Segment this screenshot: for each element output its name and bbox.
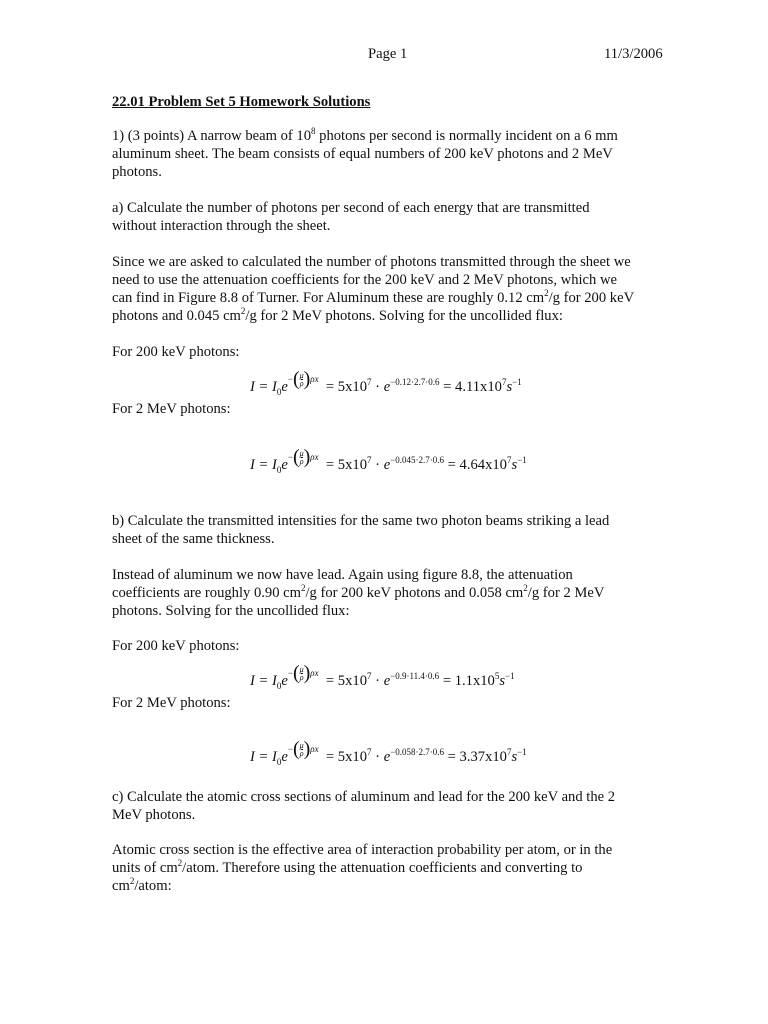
part-b-label-200kev: For 200 keV photons: (112, 638, 240, 654)
problem-1-line-2: aluminum sheet. The beam consists of equal numbers of 200 keV photons and 2 MeV (112, 146, 613, 162)
part-b-solution-2: coefficients are roughly 0.90 $cm^2/g$ for 200 keV photons and 0.058 $cm^2/g$ for 2 MeV (112, 583, 605, 601)
equation-b-2mev: $I = I_0e^{-( \frac{\mu}{\rho} )\rho x} = 5x10^7 \cdot e^{-0.058\cdot 2.7\cdot 0.6} = 3.37x10^7s^{-1}$ (250, 738, 527, 767)
part-c-question-1: c) Calculate the atomic cross sections of aluminum and lead for the 200 keV and the 2 (112, 789, 616, 805)
part-b-solution-1: Instead of aluminum we now have lead. Again using figure 8.8, the attenuation (112, 567, 573, 583)
part-b-solution-3: photons. Solving for the uncollided flux: (112, 603, 350, 619)
part-b-question-2: sheet of the same thickness. (112, 531, 275, 547)
part-a-solution-1: Since we are asked to calculated the number of photons transmitted through the sheet we (112, 254, 631, 270)
equation-a-200kev: $I = I_0e^{-( \frac{\mu}{\rho} )\rho x} = 5x10^7 \cdot e^{-0.12\cdot 2.7\cdot 0.6} = 4.11x10^7s^{-1}$ (250, 368, 522, 397)
part-a-question-2: without interaction through the sheet. (112, 218, 331, 234)
part-a-question-1: a) Calculate the number of photons per second of each energy that are transmitted (112, 200, 590, 216)
part-a-solution-4: photons and 0.045 $cm^2/g$ for 2 MeV photons. Solving for the uncollided flux: (112, 306, 563, 324)
part-a-label-200kev: For 200 keV photons: (112, 344, 240, 360)
part-c-question-2: MeV photons. (112, 807, 196, 823)
problem-1-line-1: 1) (3 points) A narrow beam of $10^8$ photons per second is normally incident on a 6 mm (112, 126, 618, 144)
equation-a-2mev: $I = I_0e^{-( \frac{\mu}{\rho} )\rho x} = 5x10^7 \cdot e^{-0.045\cdot 2.7\cdot 0.6} = 4.64x10^7s^{-1}$ (250, 446, 527, 475)
document-title: 22.01 Problem Set 5 Homework Solutions (112, 94, 371, 110)
part-a-label-2mev: For 2 MeV photons: (112, 401, 231, 417)
part-a-solution-2: need to use the attenuation coefficients for the 200 keV and 2 MeV photons, which we (112, 272, 617, 288)
part-b-question-1: b) Calculate the transmitted intensities for the same two photon beams striking a lead (112, 513, 610, 529)
problem-1-line-3: photons. (112, 164, 162, 180)
part-c-solution-1: Atomic cross section is the effective area of interaction probability per atom, or in the (112, 842, 613, 858)
equation-b-200kev: $I = I_0e^{-( \frac{\mu}{\rho} )\rho x} = 5x10^7 \cdot e^{-0.9\cdot 11.4\cdot 0.6} = 1.1x10^5s^{-1}$ (250, 662, 515, 691)
page-number: Page 1 (368, 46, 408, 62)
part-c-solution-2: units of $cm^2$/atom. Therefore using the attenuation coefficients and converting to (112, 858, 583, 876)
part-a-solution-3: can find in Figure 8.8 of Turner. For Aluminum these are roughly 0.12 $cm^2/g$ for 200 keV (112, 288, 635, 306)
page-date: 11/3/2006 (604, 46, 663, 62)
part-c-solution-3: $cm^2$/atom: (112, 876, 172, 894)
part-b-label-2mev: For 2 MeV photons: (112, 695, 231, 711)
